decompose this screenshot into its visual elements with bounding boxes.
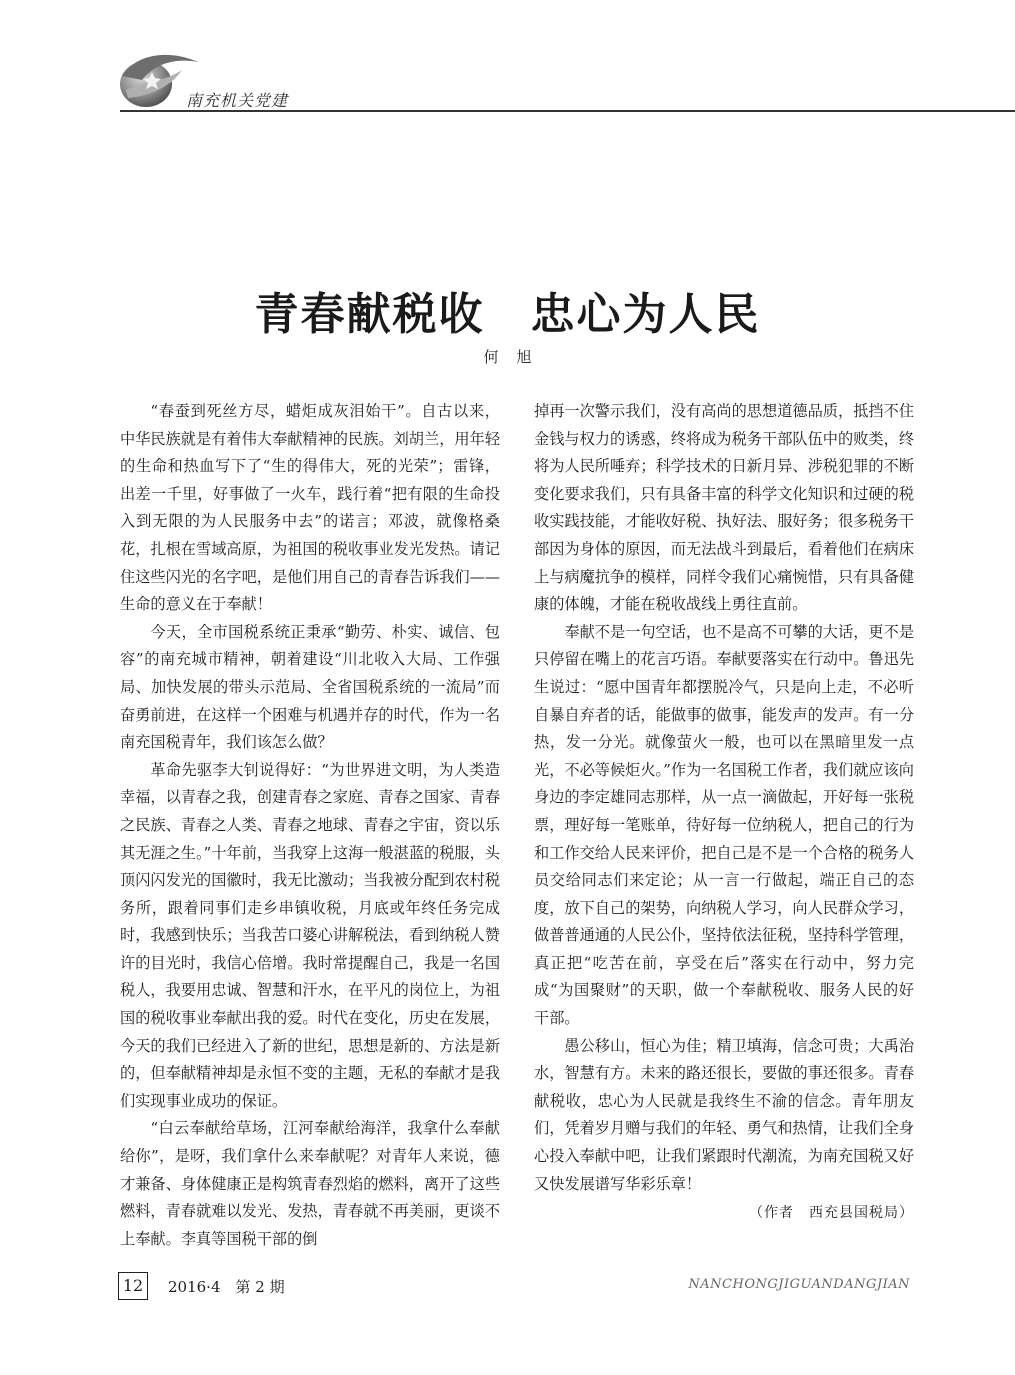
- paragraph: 愚公移山，恒心为佳；精卫填海，信念可贵；大禹治水，智慧有方。未来的路还很长，要做的事还很多。青春献税收，忠心为人民就是我终生不渝的信念。青年朋友们，凭着岁月赠与我们的年轻、勇气和热情，让我们全身心投入奉献中吧，让我们紧跟时代潮流，为南充国税又好又快发展谱写华彩乐章！: [534, 1036, 914, 1193]
- page-number: 12: [118, 1272, 148, 1300]
- magazine-header-title: 南充机关党建: [186, 91, 289, 110]
- author-byline: （作者 西充县国税局）: [749, 1205, 914, 1222]
- paragraph: “春蚕到死丝方尽，蜡炬成灰泪始干”。自古以来，中华民族就是有着伟大奉献精神的民族。刘胡兰，用年轻的生命和热血写下了“生的得伟大，死的光荣”；雷锋，出差一千里，好事做了一火车，践行着“把有限的生命投入到无限的为人民服务中去”的诺言；邓波，就像格桑花，扎根在雪域高原，为祖国的税收事业发光发热。请记住这些闪光的名字吧，是他们用自己的青春告诉我们——生命的意义在于奉献！: [120, 402, 500, 614]
- header-divider: [120, 110, 1015, 112]
- article-author: 何旭: [483, 348, 550, 366]
- article-title: 青春献税收 忠心为人民: [254, 289, 761, 340]
- issue-info: 2016·4 第 2 期: [168, 1278, 285, 1296]
- paragraph: 革命先驱李大钊说得好：“为世界进文明，为人类造幸福，以青春之我，创建青春之家庭、青春之国家、青春之民族、青春之人类、青春之地球、青春之宇宙，资以乐其无涯之生。”十年前，当我穿上这海一般湛蓝的税服，头顶闪闪发光的国徽时，我无比激动；当我被分配到农村税务所，跟着同事们走乡串镇收税，月底或年终任务完成时，我感到快乐；当我苦口婆心讲解税法，看到纳税人赞许的目光时，我信心倍增。我时常提醒自己，我是一名国税人，我要用忠诚、智慧和汗水，在平凡的岗位上，为祖国的税收事业奉献出我的爱。时代在变化，历史在发展，今天的我们已经进入了新的世纪，思想是新的、方法是新的，但奉献精神却是永恒不变的主题，无私的奉献才是我们实现事业成功的保证。: [120, 760, 500, 1110]
- right-column: [534, 398, 914, 1228]
- paragraph-continued: 掉再一次警示我们，没有高尚的思想道德品质，抵挡不住金钱与权力的诱惑，终将成为税务干部队伍中的败类，终将为人民所唾弃；科学技术的日新月异、涉税犯罪的不断变化要求我们，只有具备丰富的科学文化知识和过硬的税收实践技能，才能收好税、执好法、服好务；很多税务干部因为身体的原因，而无法战斗到最后，看着他们在病床上与病魔抗争的模样，同样令我们心痛惋惜，只有具备健康的体魄，才能在税收战线上勇往直前。: [534, 402, 914, 614]
- left-column: [120, 398, 500, 1253]
- paragraph: 今天，全市国税系统正秉承“勤劳、朴实、诚信、包容”的南充城市精神，朝着建设“川北收入大局、工作强局、加快发展的带头示范局、全省国税系统的一流局”而奋勇前进，在这样一个困难与机遇并存的时代，作为一名南充国税青年，我们该怎么做？: [120, 622, 500, 752]
- footer-english-title: NANCHONGJIGUANDANGJIAN: [688, 1277, 910, 1292]
- paragraph: 奉献不是一句空话，也不是高不可攀的大话，更不是只停留在嘴上的花言巧语。奉献要落实在行动中。鲁迅先生说过：“愿中国青年都摆脱冷气，只是向上走，不必听自暴自弃者的话，能做事的做事，能发声的发声。有一分热，发一分光。就像萤火一般，也可以在黑暗里发一点光，不必等候炬火。”作为一名国税工作者，我们就应该向身边的李定雄同志那样，从一点一滴做起，开好每一张税票，理好每一笔账单，待好每一位纳税人，把自己的行为和工作交给人民来评价，把自己是不是一个合格的税务人员交给同志们来定论；从一言一行做起，端正自己的态度，放下自己的架势，向纳税人学习，向人民群众学习，做普普通通的人民公仆，坚持依法征税，坚持科学管理，真正把“吃苦在前，享受在后”落实在行动中，努力完成“为国聚财”的天职，做一个奉献税收、服务人民的好干部。: [534, 622, 914, 1028]
- paragraph: “白云奉献给草场，江河奉献给海洋，我拿什么奉献给你”，是呀，我们拿什么来奉献呢？对青年人来说，德才兼备、身体健康正是构筑青春烈焰的燃料，离开了这些燃料，青春就难以发光、发热，青春就不再美丽，更谈不上奉献。李真等国税干部的倒: [120, 1119, 500, 1248]
